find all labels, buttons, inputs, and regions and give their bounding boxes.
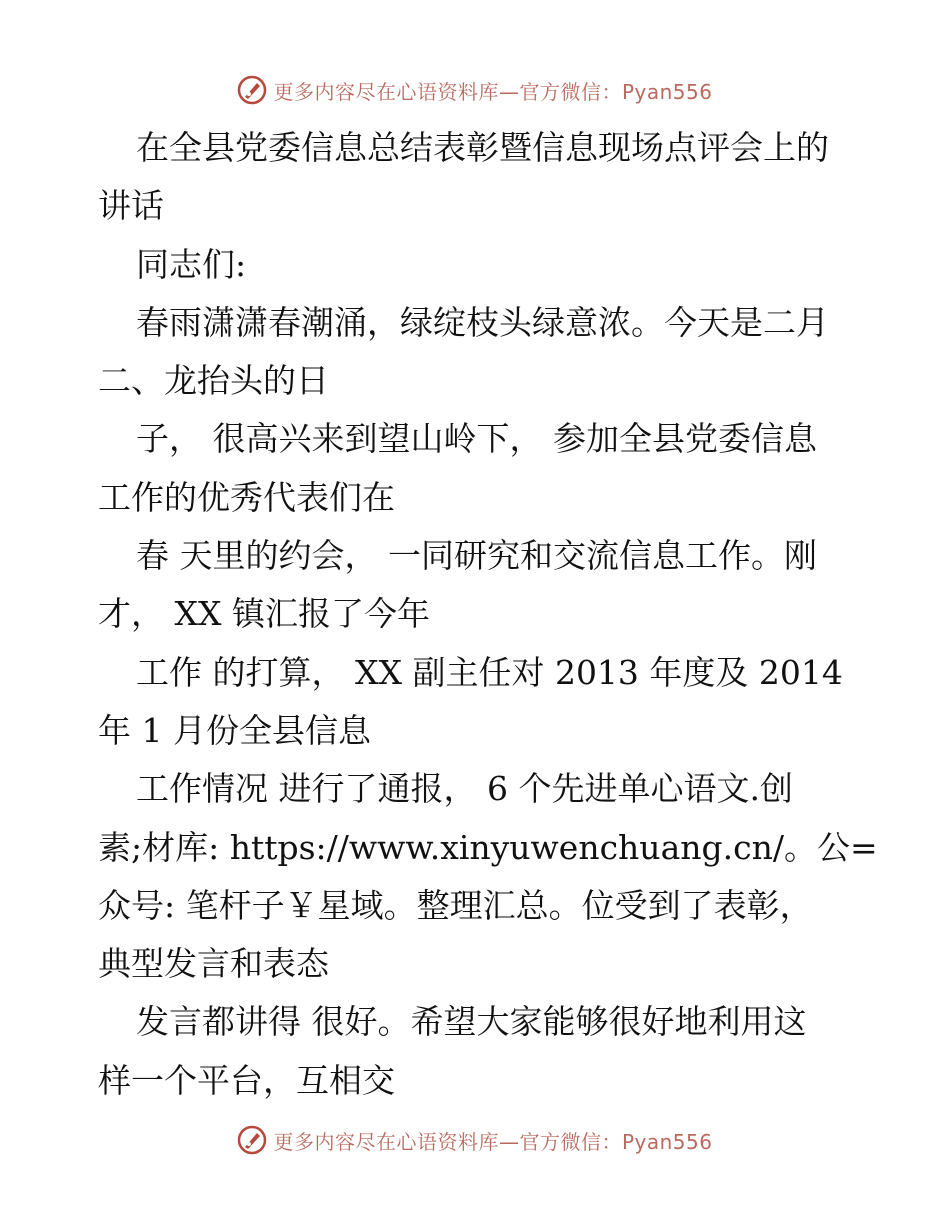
document-body [98,119,878,1110]
footer-banner-text: 更多内容尽在心语资料库—官方微信：Pyan556 [273,1129,713,1154]
header-banner [0,70,950,110]
pen-nib-logo-icon [237,1125,267,1155]
header-banner-text: 更多内容尽在心语资料库—官方微信：Pyan556 [273,79,713,104]
paragraph-line: 发言都讲得 很好。希望大家能够很好地利用这 [136,1002,807,1042]
paragraph-line: 二、龙抬头的日 [98,361,329,401]
paragraph-line: 众号: 笔杆子￥星域。整理汇总。位受到了表彰， [98,885,813,925]
paragraph-line: 工作的优秀代表们在 [98,477,395,517]
paragraph-line: 才， XX 镇汇报了今年 [98,594,430,634]
paragraph-line: 素;材库: https://www.xinyuwenchuang.cn/。公= [98,827,878,867]
salutation: 同志们: [136,244,247,284]
paragraph-line: 工作情况 进行了通报， 6 个先进单心语文.创 [136,769,793,809]
paragraph-line: 样一个平台，互相交 [98,1060,395,1100]
paragraph-line: 子， 很高兴来到望山岭下， 参加全县党委信息 [136,419,817,459]
footer-banner [0,1120,950,1160]
pen-nib-logo-icon [237,75,267,105]
title-line-continued: 讲话 [98,186,164,226]
paragraph-line: 年 1 月份全县信息 [98,710,371,750]
paragraph-line: 春雨潇潇春潮涌，绿绽枝头绿意浓。今天是二月 [136,302,829,342]
paragraph-line: 典型发言和表态 [98,944,329,984]
title-line: 在全县党委信息总结表彰暨信息现场点评会上的 [136,128,829,167]
paragraph-line: 工作 的打算， XX 副主任对 2013 年度及 2014 [136,652,843,692]
paragraph-line: 春 天里的约会， 一同研究和交流信息工作。刚 [136,536,817,576]
